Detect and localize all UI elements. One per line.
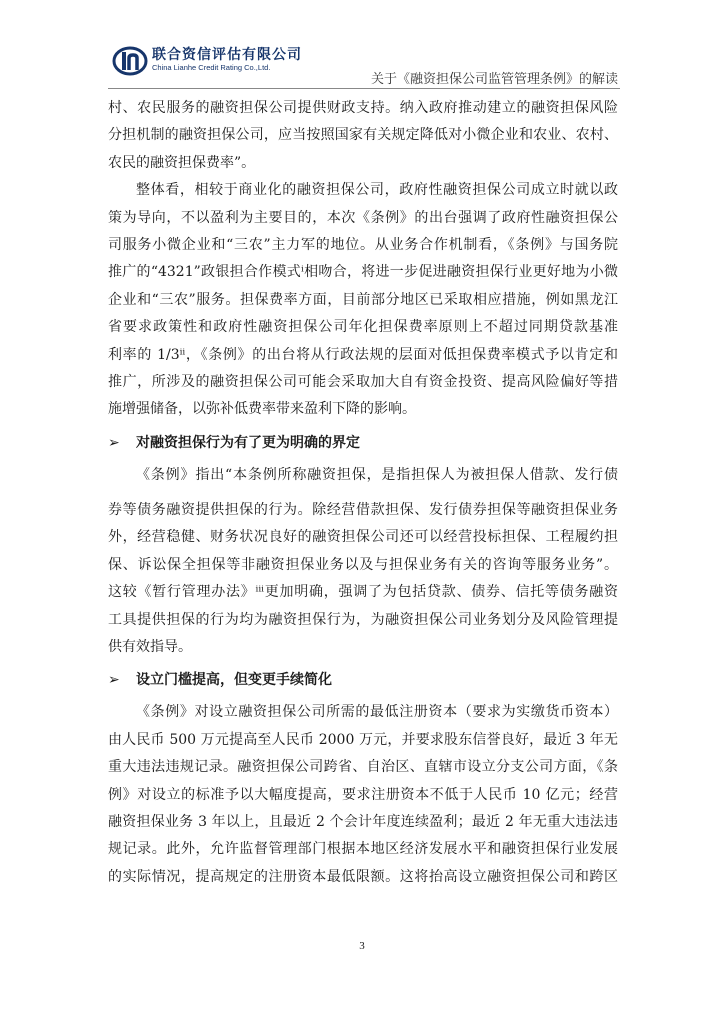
paragraph-1 [108,95,618,177]
text-line: 券等债务融资提供担保的行为。除经营借款担保、发行债券担保等融资担保业务 [108,502,618,519]
text-line: 例》对设立的标准予以大幅度提高，要求注册资本不低于人民币 10 亿元；经营 [108,786,618,803]
text-line: 农民的融资担保费率”。 [108,154,256,171]
document-title: 关于《融资担保公司监管管理条例》的解读 [370,72,618,87]
text-line: 司服务小微企业和“三农”主力军的地位。从业务合作机制看，《条例》与国务院 [108,236,618,253]
text-line: 企业和“三农”服务。担保费率方面，目前部分地区已采取相应措施，例如黑龙江 [108,291,618,308]
page-header [108,40,618,86]
section-heading-2 [108,661,618,699]
text-line: 这较《暂行管理办法》ⁱⁱⁱ更加明确，强调了为包括贷款、债券、信托等债务融资 [108,584,618,601]
text-line: 《条例》指出“本条例所称融资担保，是指担保人为被担保人借款、发行债 [136,466,618,483]
text-line: 的实际情况，提高规定的注册资本最低限额。这将抬高设立融资担保公司和跨区 [108,868,618,885]
text-line: 推广的“4321”政银担合作模式ⁱ相吻合，将进一步促进融资担保行业更好地为小微 [108,264,618,281]
paragraph-4 [108,699,618,891]
text-line: 由人民币 500 万元提高至人民币 2000 万元，并要求股东信誉良好，最近 3 年无 [108,731,618,748]
section-heading-1 [108,424,618,462]
bullet-arrow-icon: ➢ [108,672,120,689]
text-line: 省要求政策性和政府性融资担保公司年化担保费率原则上不超过同期贷款基准 [108,319,618,336]
text-line: 外，经营稳健、财务状况良好的融资担保公司还可以经营投标担保、工程履约担 [108,529,618,546]
text-line: 《条例》对设立融资担保公司所需的最低注册资本（要求为实缴货币资本） [136,704,618,721]
text-line: 工具提供担保的行为均为融资担保行为，为融资担保公司业务划分及风险管理提 [108,611,618,628]
text-line: 利率的 1/3ⁱⁱ，《条例》的出台将从行政法规的层面对低担保费率模式予以肯定和 [108,346,618,363]
text-line: 供有效指导。 [108,639,192,656]
text-line: 保、诉讼保全担保等非融资担保业务以及与担保业务有关的咨询等服务业务”。 [108,556,618,573]
paragraph-3 [108,462,618,662]
page-number: 3 [359,940,365,952]
bullet-arrow-icon: ➢ [108,434,120,451]
company-logo [108,44,368,80]
text-line: 村、农民服务的融资担保公司提供财政支持。纳入政府推动建立的融资担保风险 [108,100,618,116]
page-body [108,95,618,891]
text-line: 施增强储备，以弥补低费率带来盈利下降的影响。 [108,401,416,418]
heading-text: 对融资担保行为有了更为明确的界定 [136,434,360,451]
text-line: 推广，所涉及的融资担保公司可能会采取加大自有资金投资、提高风险偏好等措 [108,373,618,390]
company-name-cn: 联合资信评估有限公司 [152,47,302,63]
text-line: 策为导向，不以盈利为主要目的，本次《条例》的出台强调了政府性融资担保公 [108,209,618,226]
company-name-en: China Lianhe Credit Rating Co.,Ltd. [152,63,271,72]
header-divider [108,88,620,89]
heading-text: 设立门槛提高，但变更手续简化 [136,672,332,689]
text-line: 规记录。此外，允许监督管理部门根据本地区经济发展水平和融资担保行业发展 [108,841,618,858]
text-line: 分担机制的融资担保公司，应当按照国家有关规定降低对小微企业和农业、农村、 [108,127,618,144]
text-line: 整体看，相较于商业化的融资担保公司，政府性融资担保公司成立时就以政 [136,182,618,199]
paragraph-2 [108,177,618,424]
text-line: 融资担保业务 3 年以上，且最近 2 个会计年度连续盈利；最近 2 年无重大违法违 [108,813,618,830]
lianhe-logo-icon [112,46,148,76]
text-line: 重大违法违规记录。融资担保公司跨省、自治区、直辖市设立分支公司方面，《条 [108,759,618,776]
line-gap [108,489,618,497]
